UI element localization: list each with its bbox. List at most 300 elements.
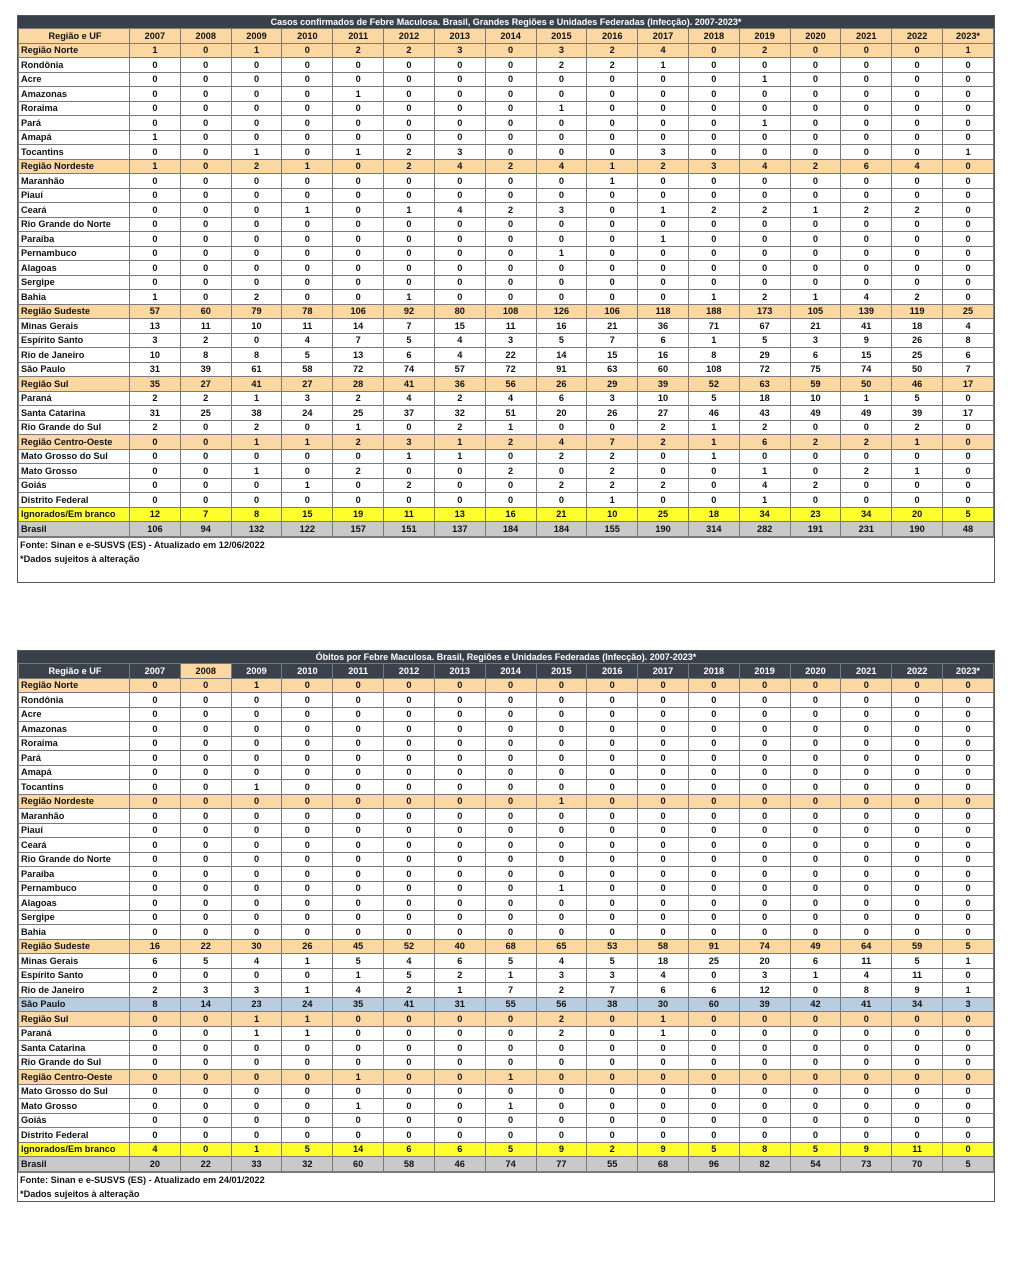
table-cell: 1	[485, 420, 536, 435]
table-cell: 1	[282, 478, 333, 493]
table-cell: 0	[739, 896, 790, 911]
table-cell: 0	[638, 896, 689, 911]
table-cell: 0	[688, 823, 739, 838]
table-cell: 0	[739, 693, 790, 708]
table-cell: 0	[384, 751, 435, 766]
table-cell: 0	[130, 1099, 181, 1114]
row-label: Rio de Janeiro	[19, 983, 130, 998]
table-cell: 32	[282, 1157, 333, 1172]
table-cell: 0	[892, 188, 943, 203]
row-label: Paraná	[19, 1026, 130, 1041]
table-cell: 0	[638, 881, 689, 896]
table-cell: 6	[841, 159, 892, 174]
table-cell: 0	[485, 1041, 536, 1056]
table-cell: 0	[384, 1128, 435, 1143]
row-label: Região Sul	[19, 1012, 130, 1027]
table-cell: 2	[638, 478, 689, 493]
table-cell: 106	[333, 304, 384, 319]
table-cell: 0	[485, 794, 536, 809]
table-cell: 31	[130, 406, 181, 421]
table-cell: 74	[739, 939, 790, 954]
table-cell: 0	[282, 145, 333, 160]
table-cell: 2	[587, 478, 638, 493]
table-cell: 0	[282, 910, 333, 925]
table-cell: 0	[892, 1041, 943, 1056]
table-cell: 190	[892, 522, 943, 537]
table-cell: 0	[231, 101, 282, 116]
table-cell: 0	[790, 449, 841, 464]
cases-table-block	[17, 15, 995, 583]
table-cell: 0	[841, 780, 892, 795]
table-cell: 4	[384, 954, 435, 969]
row-label: Amazonas	[19, 722, 130, 737]
table-cell: 0	[130, 1070, 181, 1085]
table-cell: 0	[688, 794, 739, 809]
table-cell: 0	[790, 58, 841, 73]
table-cell: 78	[282, 304, 333, 319]
table-cell: 0	[638, 290, 689, 305]
table-cell: 11	[841, 954, 892, 969]
table-cell: 0	[892, 693, 943, 708]
table-row	[19, 174, 994, 189]
table-cell: 0	[892, 1099, 943, 1114]
table-cell: 0	[587, 1041, 638, 1056]
table-cell: 0	[282, 275, 333, 290]
table-cell: 0	[282, 1113, 333, 1128]
table-cell: 0	[536, 290, 587, 305]
table-cell: 0	[841, 838, 892, 853]
table-cell: 20	[130, 1157, 181, 1172]
table-cell: 58	[282, 362, 333, 377]
table-cell: 0	[638, 678, 689, 693]
table-row	[19, 145, 994, 160]
table-cell: 1	[638, 1012, 689, 1027]
table-cell: 137	[434, 522, 485, 537]
table-cell: 25	[180, 406, 231, 421]
table-cell: 0	[790, 896, 841, 911]
table-cell: 0	[892, 751, 943, 766]
table-cell: 0	[231, 809, 282, 824]
table-cell: 0	[892, 145, 943, 160]
table-cell: 0	[434, 1084, 485, 1099]
table-cell: 0	[739, 910, 790, 925]
table-cell: 18	[739, 391, 790, 406]
table-cell: 0	[130, 838, 181, 853]
table-cell: 0	[434, 693, 485, 708]
table-cell: 119	[892, 304, 943, 319]
table-cell: 0	[231, 130, 282, 145]
table-cell: 0	[282, 290, 333, 305]
table-cell: 8	[688, 348, 739, 363]
table-cell: 0	[130, 925, 181, 940]
table-cell: 5	[943, 939, 994, 954]
table-cell: 1	[739, 493, 790, 508]
table-cell: 0	[434, 1070, 485, 1085]
table-cell: 0	[790, 174, 841, 189]
table-cell: 0	[892, 1113, 943, 1128]
table-cell: 39	[739, 997, 790, 1012]
table-cell: 0	[739, 751, 790, 766]
table-cell: 0	[231, 1099, 282, 1114]
table-cell: 0	[892, 449, 943, 464]
table-cell: 0	[688, 101, 739, 116]
table-cell: 0	[841, 246, 892, 261]
table-cell: 0	[384, 217, 435, 232]
row-label: Goiás	[19, 1113, 130, 1128]
table-cell: 0	[688, 780, 739, 795]
row-label: Mato Grosso do Sul	[19, 1084, 130, 1099]
table-cell: 0	[434, 1026, 485, 1041]
table-cell: 0	[384, 1012, 435, 1027]
table-cell: 2	[841, 435, 892, 450]
table-cell: 0	[587, 867, 638, 882]
table-cell: 0	[384, 174, 435, 189]
table-cell: 0	[485, 174, 536, 189]
table-cell: 0	[282, 101, 333, 116]
table-cell: 5	[333, 954, 384, 969]
table-cell: 13	[130, 319, 181, 334]
table-cell: 0	[688, 722, 739, 737]
table-cell: 0	[638, 1041, 689, 1056]
table-cell: 0	[587, 910, 638, 925]
table-cell: 0	[434, 867, 485, 882]
table-cell: 0	[739, 881, 790, 896]
table-cell: 0	[333, 910, 384, 925]
table-cell: 0	[638, 794, 689, 809]
table-cell: 17	[943, 377, 994, 392]
table-row	[19, 522, 994, 537]
table-cell: 0	[384, 838, 435, 853]
table-cell: 3	[739, 968, 790, 983]
table-row	[19, 968, 994, 983]
table-cell: 2	[536, 1026, 587, 1041]
table-cell: 0	[434, 881, 485, 896]
cases-header-year: 2010	[282, 29, 333, 44]
table-cell: 0	[587, 1099, 638, 1114]
table-cell: 0	[943, 435, 994, 450]
table-cell: 0	[638, 246, 689, 261]
table-cell: 0	[180, 101, 231, 116]
table-cell: 1	[231, 464, 282, 479]
table-cell: 0	[282, 232, 333, 247]
table-cell: 0	[180, 809, 231, 824]
cases-header-year: 2019	[739, 29, 790, 44]
table-cell: 34	[892, 997, 943, 1012]
row-label: Rio Grande do Sul	[19, 420, 130, 435]
table-cell: 122	[282, 522, 333, 537]
table-cell: 0	[943, 188, 994, 203]
table-cell: 0	[892, 217, 943, 232]
table-cell: 0	[638, 867, 689, 882]
table-cell: 0	[688, 232, 739, 247]
table-cell: 2	[180, 391, 231, 406]
table-cell: 0	[892, 87, 943, 102]
table-cell: 39	[638, 377, 689, 392]
table-row	[19, 348, 994, 363]
table-cell: 0	[587, 809, 638, 824]
table-row	[19, 478, 994, 493]
table-cell: 0	[485, 765, 536, 780]
table-row	[19, 217, 994, 232]
table-cell: 41	[841, 997, 892, 1012]
table-cell: 18	[688, 507, 739, 522]
table-cell: 5	[790, 1142, 841, 1157]
table-cell: 0	[434, 246, 485, 261]
table-cell: 157	[333, 522, 384, 537]
table-cell: 0	[688, 72, 739, 87]
table-cell: 105	[790, 304, 841, 319]
row-label: Mato Grosso	[19, 464, 130, 479]
table-cell: 60	[180, 304, 231, 319]
table-cell: 0	[943, 678, 994, 693]
table-cell: 0	[739, 1012, 790, 1027]
table-cell: 4	[434, 203, 485, 218]
table-cell: 0	[739, 823, 790, 838]
table-cell: 0	[536, 420, 587, 435]
table-cell: 188	[688, 304, 739, 319]
table-cell: 0	[892, 246, 943, 261]
table-cell: 0	[841, 174, 892, 189]
table-cell: 0	[587, 852, 638, 867]
table-cell: 59	[892, 939, 943, 954]
row-label: Região Norte	[19, 43, 130, 58]
row-label: Amazonas	[19, 87, 130, 102]
table-cell: 0	[434, 809, 485, 824]
row-label: Ignorados/Em branco	[19, 1142, 130, 1157]
table-cell: 0	[180, 1128, 231, 1143]
table-cell: 0	[943, 58, 994, 73]
table-cell: 106	[130, 522, 181, 537]
table-cell: 0	[485, 693, 536, 708]
table-row	[19, 780, 994, 795]
table-cell: 68	[485, 939, 536, 954]
table-cell: 39	[892, 406, 943, 421]
table-cell: 0	[841, 823, 892, 838]
table-cell: 0	[790, 867, 841, 882]
table-cell: 0	[130, 896, 181, 911]
table-row	[19, 1012, 994, 1027]
table-cell: 2	[892, 203, 943, 218]
table-cell: 0	[790, 246, 841, 261]
table-cell: 1	[688, 435, 739, 450]
table-cell: 0	[841, 420, 892, 435]
table-cell: 0	[892, 910, 943, 925]
table-cell: 0	[384, 809, 435, 824]
table-cell: 1	[231, 391, 282, 406]
table-cell: 0	[231, 823, 282, 838]
table-cell: 2	[231, 290, 282, 305]
table-cell: 0	[434, 217, 485, 232]
table-cell: 5	[536, 333, 587, 348]
table-cell: 0	[231, 493, 282, 508]
table-cell: 0	[180, 678, 231, 693]
table-cell: 0	[130, 145, 181, 160]
table-cell: 0	[180, 130, 231, 145]
table-cell: 14	[333, 319, 384, 334]
table-cell: 2	[130, 420, 181, 435]
table-cell: 1	[333, 145, 384, 160]
table-cell: 0	[841, 58, 892, 73]
row-label: Bahia	[19, 290, 130, 305]
table-cell: 0	[231, 1055, 282, 1070]
table-cell: 6	[688, 983, 739, 998]
table-cell: 0	[130, 809, 181, 824]
table-cell: 8	[841, 983, 892, 998]
table-cell: 0	[790, 910, 841, 925]
table-cell: 0	[434, 87, 485, 102]
table-cell: 0	[485, 780, 536, 795]
table-cell: 0	[180, 1055, 231, 1070]
cases-source-note: Fonte: Sinan e e-SUSVS (ES) - Atualizado em 12/06/2022	[18, 537, 994, 552]
table-cell: 5	[180, 954, 231, 969]
table-cell: 0	[536, 1099, 587, 1114]
table-cell: 0	[587, 707, 638, 722]
table-cell: 0	[333, 707, 384, 722]
table-cell: 0	[333, 794, 384, 809]
table-cell: 15	[282, 507, 333, 522]
row-label: Rio Grande do Norte	[19, 217, 130, 232]
deaths-header-year: 2019	[739, 664, 790, 679]
table-cell: 53	[587, 939, 638, 954]
table-cell: 0	[943, 1099, 994, 1114]
table-cell: 4	[638, 43, 689, 58]
table-cell: 0	[130, 493, 181, 508]
table-cell: 1	[333, 87, 384, 102]
table-cell: 0	[790, 87, 841, 102]
table-cell: 1	[638, 58, 689, 73]
table-cell: 0	[587, 188, 638, 203]
table-cell: 4	[485, 391, 536, 406]
table-cell: 0	[434, 838, 485, 853]
table-cell: 4	[434, 348, 485, 363]
table-cell: 3	[790, 333, 841, 348]
table-cell: 0	[130, 203, 181, 218]
table-cell: 7	[587, 435, 638, 450]
table-cell: 0	[587, 751, 638, 766]
table-cell: 0	[892, 1128, 943, 1143]
table-cell: 0	[282, 867, 333, 882]
table-cell: 0	[841, 145, 892, 160]
table-cell: 0	[943, 1026, 994, 1041]
table-cell: 0	[180, 1026, 231, 1041]
table-cell: 1	[536, 794, 587, 809]
table-cell: 0	[180, 751, 231, 766]
table-cell: 0	[485, 1084, 536, 1099]
table-cell: 0	[841, 881, 892, 896]
table-cell: 0	[739, 1084, 790, 1099]
table-cell: 0	[130, 101, 181, 116]
table-cell: 55	[485, 997, 536, 1012]
table-row	[19, 391, 994, 406]
table-cell: 0	[892, 1055, 943, 1070]
table-row	[19, 925, 994, 940]
table-cell: 1	[587, 493, 638, 508]
table-cell: 0	[282, 449, 333, 464]
table-cell: 0	[892, 1026, 943, 1041]
table-cell: 1	[688, 449, 739, 464]
table-cell: 0	[130, 736, 181, 751]
table-cell: 0	[841, 751, 892, 766]
table-cell: 0	[739, 217, 790, 232]
row-label: Rondônia	[19, 693, 130, 708]
table-cell: 26	[536, 377, 587, 392]
table-cell: 0	[790, 130, 841, 145]
row-label: Distrito Federal	[19, 493, 130, 508]
table-cell: 0	[638, 449, 689, 464]
table-cell: 0	[892, 1084, 943, 1099]
table-cell: 2	[333, 43, 384, 58]
table-cell: 1	[333, 420, 384, 435]
table-cell: 0	[384, 130, 435, 145]
table-row	[19, 130, 994, 145]
table-cell: 0	[943, 1041, 994, 1056]
table-cell: 57	[130, 304, 181, 319]
table-cell: 0	[790, 1026, 841, 1041]
deaths-header-year: 2016	[587, 664, 638, 679]
row-label: Maranhão	[19, 809, 130, 824]
table-cell: 0	[384, 232, 435, 247]
row-label: Roraima	[19, 736, 130, 751]
cases-disclaimer-note: *Dados sujeitos à alteração	[20, 553, 140, 564]
table-cell: 0	[333, 1113, 384, 1128]
table-cell: 0	[790, 1099, 841, 1114]
table-cell: 0	[638, 101, 689, 116]
table-cell: 1	[231, 435, 282, 450]
table-row	[19, 1055, 994, 1070]
table-cell: 0	[587, 678, 638, 693]
table-cell: 0	[333, 765, 384, 780]
table-cell: 0	[384, 116, 435, 131]
table-cell: 0	[790, 765, 841, 780]
table-cell: 15	[587, 348, 638, 363]
table-cell: 2	[536, 58, 587, 73]
table-cell: 1	[587, 159, 638, 174]
table-cell: 0	[536, 736, 587, 751]
table-row	[19, 333, 994, 348]
table-cell: 0	[943, 1128, 994, 1143]
table-cell: 0	[536, 751, 587, 766]
table-cell: 0	[485, 145, 536, 160]
table-row	[19, 420, 994, 435]
table-cell: 0	[231, 1084, 282, 1099]
table-cell: 3	[130, 333, 181, 348]
table-cell: 0	[282, 116, 333, 131]
table-cell: 0	[180, 275, 231, 290]
table-cell: 0	[587, 896, 638, 911]
table-cell: 1	[130, 43, 181, 58]
table-cell: 0	[943, 881, 994, 896]
table-cell: 1	[384, 449, 435, 464]
table-cell: 14	[333, 1142, 384, 1157]
table-cell: 0	[892, 174, 943, 189]
table-cell: 0	[180, 1142, 231, 1157]
table-row	[19, 838, 994, 853]
table-cell: 0	[282, 678, 333, 693]
table-cell: 2	[130, 983, 181, 998]
table-cell: 2	[536, 983, 587, 998]
table-cell: 0	[790, 693, 841, 708]
table-cell: 0	[790, 420, 841, 435]
table-cell: 0	[231, 852, 282, 867]
table-cell: 1	[231, 1142, 282, 1157]
table-cell: 0	[384, 736, 435, 751]
table-cell: 2	[841, 464, 892, 479]
row-label: Região Sul	[19, 377, 130, 392]
table-cell: 0	[384, 87, 435, 102]
deaths-header-year: 2017	[638, 664, 689, 679]
table-cell: 6	[790, 954, 841, 969]
table-cell: 0	[282, 464, 333, 479]
